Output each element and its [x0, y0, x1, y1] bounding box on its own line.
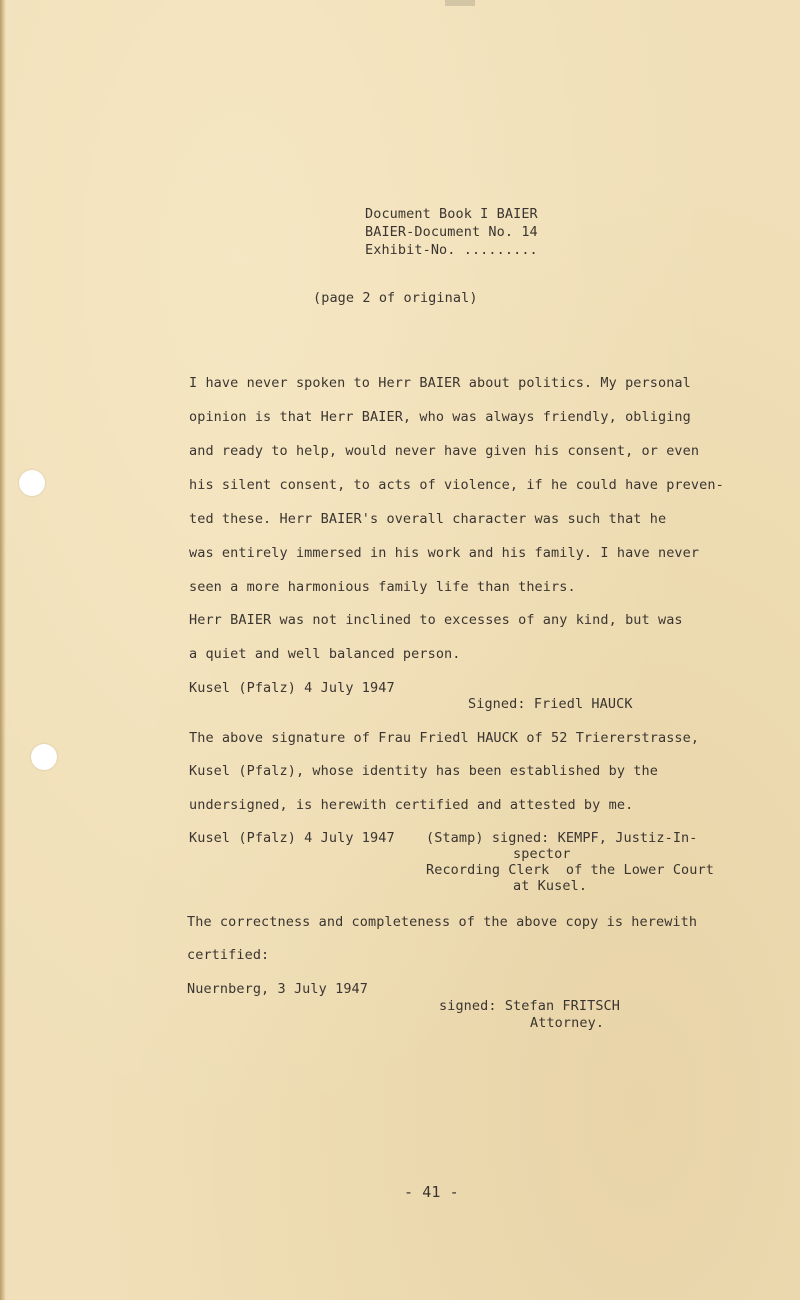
signature-title: Attorney.: [530, 1015, 605, 1031]
statement-line: seen a more harmonious family life than theirs.: [189, 579, 576, 595]
stamp-title-line: spector: [513, 846, 571, 862]
certification-line: The above signature of Frau Friedl HAUCK of 52 Triererstrasse,: [189, 730, 700, 746]
copy-cert-line: certified:: [187, 947, 270, 963]
statement-line: I have never spoken to Herr BAIER about politics. My personal: [189, 375, 691, 391]
stamp-clerk-line: Recording Clerk of the Lower Court: [426, 862, 714, 878]
signature-hauck: Signed: Friedl HAUCK: [468, 696, 633, 712]
header-document-book: Document Book I BAIER: [365, 206, 538, 222]
stamp-location-line: at Kusel.: [513, 878, 588, 894]
statement-line: Herr BAIER was not inclined to excesses of any kind, but was: [189, 612, 683, 628]
page-note: (page 2 of original): [313, 290, 478, 306]
stamp-signed-line: (Stamp) signed: KEMPF, Justiz-In-: [426, 830, 698, 846]
statement-line: a quiet and well balanced person.: [189, 646, 461, 662]
statement-line: ted these. Herr BAIER's overall character was such that he: [189, 511, 667, 527]
certification-line: undersigned, is herewith certified and attested by me.: [189, 797, 634, 813]
top-smudge: [445, 0, 475, 6]
header-exhibit-number: Exhibit-No. .........: [365, 242, 538, 258]
punch-hole: [19, 470, 45, 496]
statement-line: opinion is that Herr BAIER, who was always friendly, obliging: [189, 409, 691, 425]
place-date-kusel-2: Kusel (Pfalz) 4 July 1947: [189, 830, 395, 846]
signature-fritsch: signed: Stefan FRITSCH: [439, 998, 621, 1014]
page-edge-shadow: [0, 0, 6, 1300]
header-document-number: BAIER-Document No. 14: [365, 224, 538, 240]
place-date-kusel: Kusel (Pfalz) 4 July 1947: [189, 680, 395, 696]
statement-line: and ready to help, would never have given his consent, or even: [189, 443, 700, 459]
page-number: - 41 -: [404, 1183, 459, 1201]
certification-line: Kusel (Pfalz), whose identity has been established by the: [189, 763, 658, 779]
statement-line: was entirely immersed in his work and his family. I have never: [189, 545, 700, 561]
punch-hole: [31, 744, 57, 770]
copy-cert-line: The correctness and completeness of the above copy is herewith: [187, 914, 698, 930]
place-date-nuernberg: Nuernberg, 3 July 1947: [187, 981, 369, 997]
statement-line: his silent consent, to acts of violence, if he could have preven-: [189, 477, 724, 493]
